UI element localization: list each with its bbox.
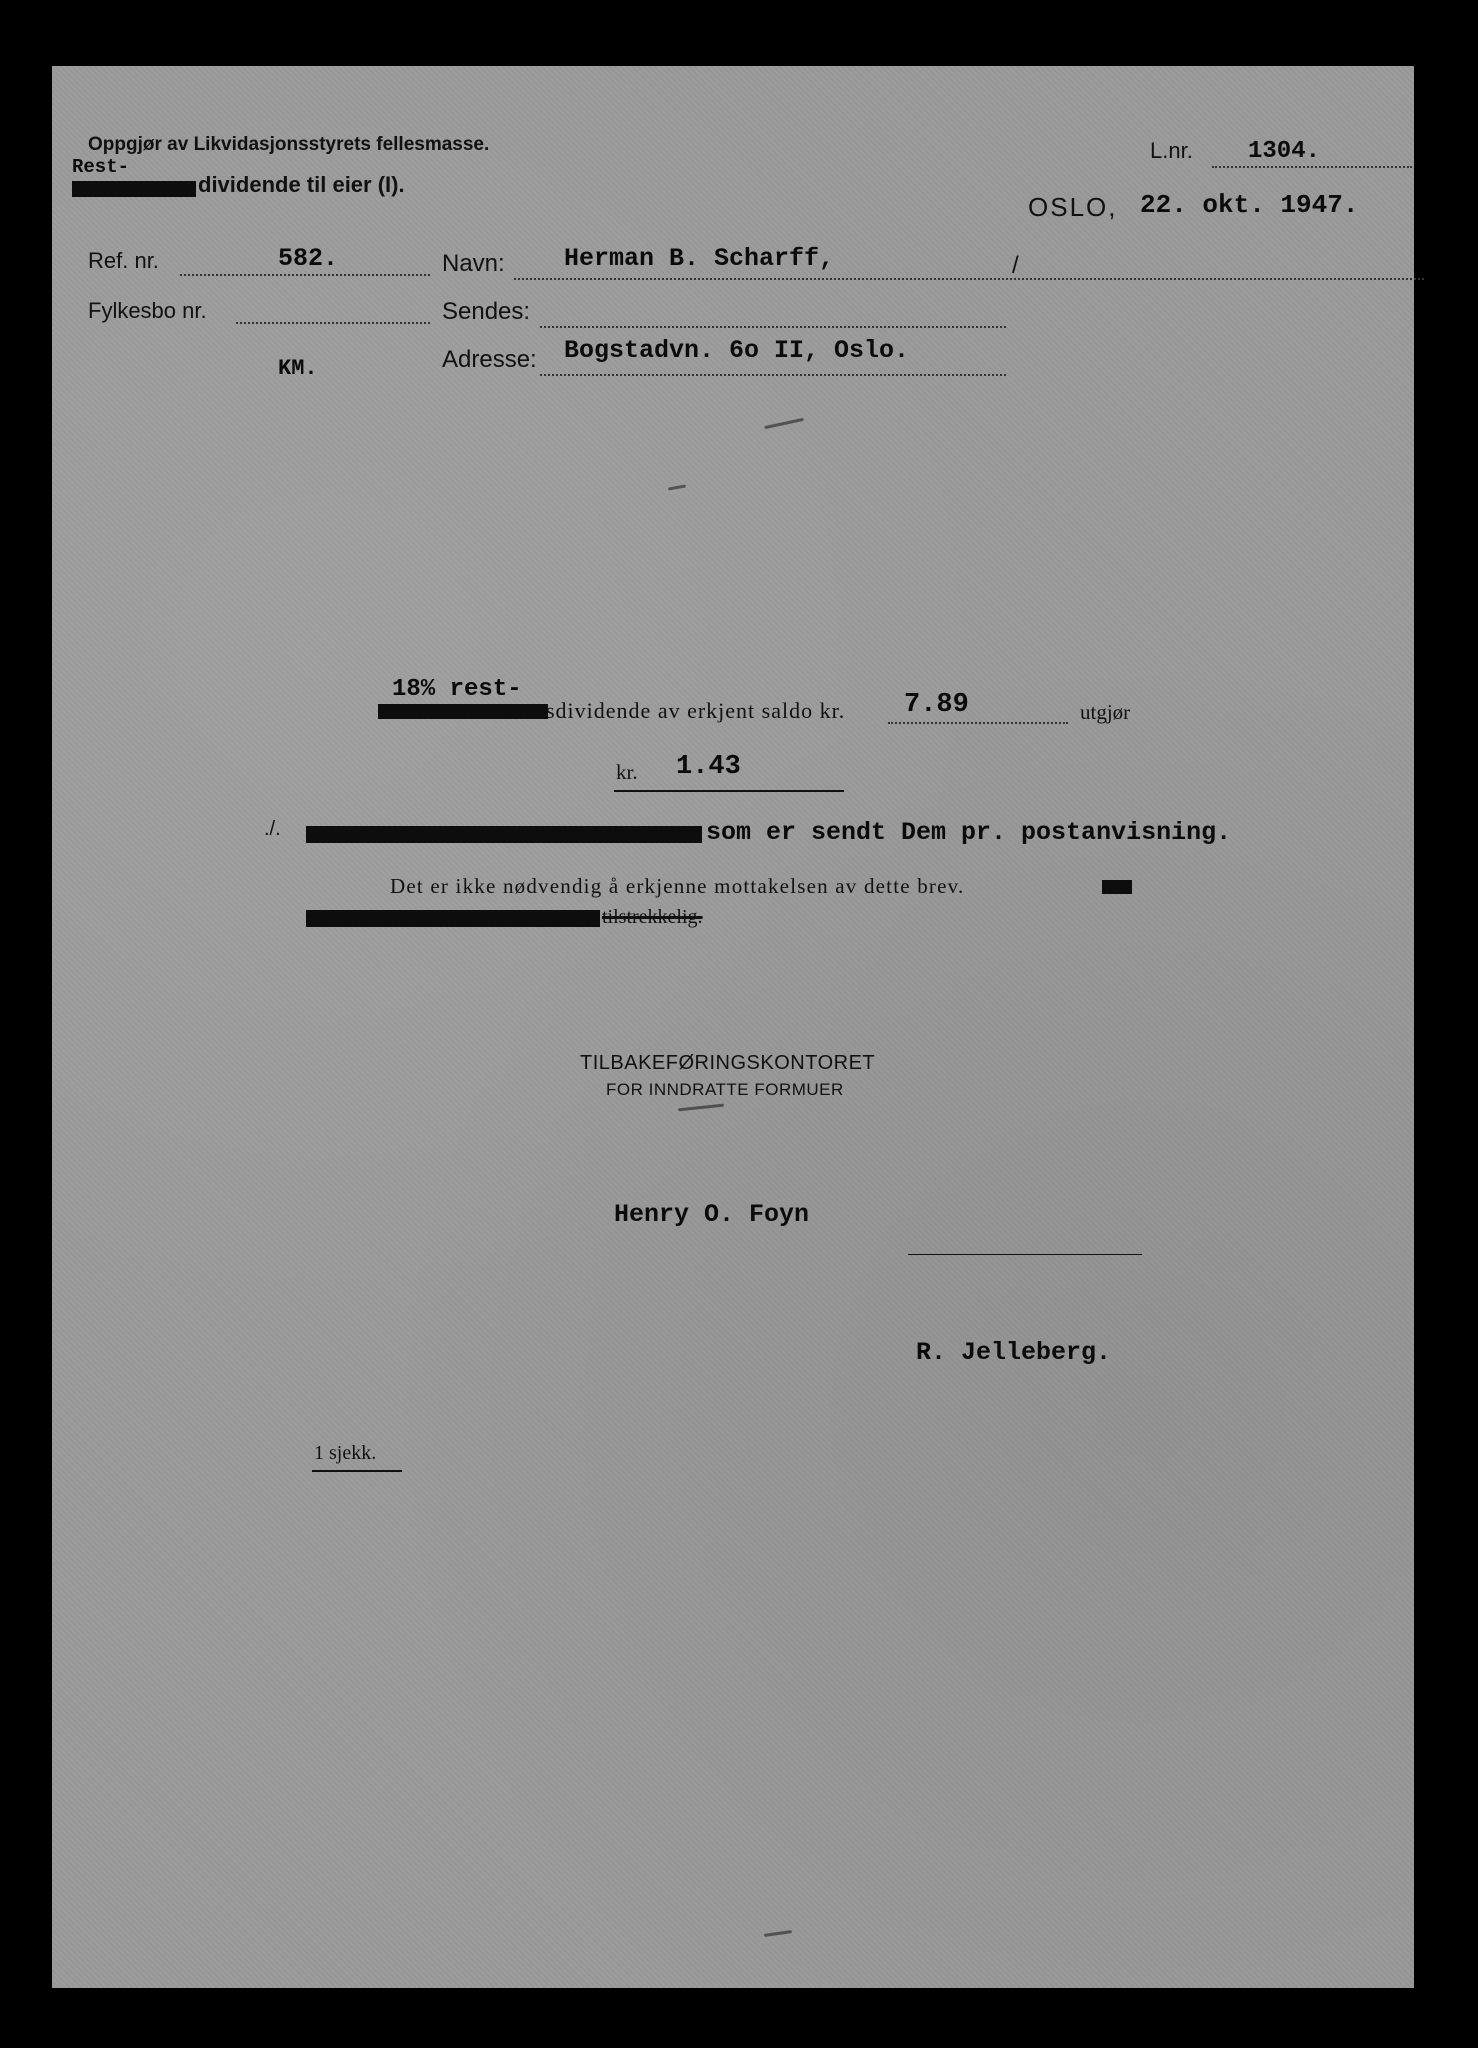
lnr-label: L.nr. [1150,138,1193,163]
struck-word [72,181,196,197]
pen-mark [668,484,686,490]
header-line2: dividende til eier (I). [198,172,405,197]
saldo-value: 7.89 [904,690,969,720]
km-value: KM. [278,356,318,381]
saldo-dotted-line [888,722,1068,724]
struck-line [306,910,600,927]
signature-line [908,1254,1142,1255]
overtyped-rest: Rest- [72,156,130,178]
ref-value: 582. [278,244,339,273]
pen-mark [764,1930,792,1937]
struck-word [1102,880,1132,894]
navn-dotted-line [514,278,1424,280]
enclosure: 1 sjekk. [314,1442,377,1464]
amount-underline [614,790,844,792]
ref-label: Ref. nr. [88,248,159,273]
struck-phrase [306,826,702,843]
pen-mark [678,1104,724,1112]
adresse-value: Bogstadvn. 6o II, Oslo. [564,336,910,365]
office-line2: FOR INNDRATTE FORMUER [606,1080,844,1099]
office-line1: TILBAKEFØRINGSKONTORET [580,1052,876,1074]
dividend-text: sdividende av erkjent saldo kr. [546,698,846,723]
header-line1: Oppgjør av Likvidasjonsstyrets fellesmasse. [88,134,490,155]
navn-value: Herman B. Scharff, [564,244,835,273]
adresse-label: Adresse: [442,346,537,373]
kr-label: kr. [616,760,638,784]
lnr-value: 1304. [1248,138,1321,165]
struck-tail-text: tilstrekkelig. [602,906,703,928]
document-page [52,66,1414,1988]
fylkesbo-dotted-line [236,322,430,324]
sent-text: som er sendt Dem pr. postanvisning. [706,818,1232,847]
ref-dotted-line [180,274,430,276]
signer2: R. Jelleberg. [916,1338,1112,1367]
fylkesbo-label: Fylkesbo nr. [88,298,207,323]
amount-value: 1.43 [676,752,741,782]
city-label: OSLO, [1028,192,1118,222]
mark-symbol: ./. [264,818,281,840]
navn-label: Navn: [442,250,505,277]
signer1: Henry O. Foyn [614,1200,810,1229]
adresse-dotted-line [540,374,1006,376]
utgjor-text: utgjør [1080,700,1131,724]
struck-word [378,704,548,719]
date-value: 22. okt. 1947. [1140,190,1359,220]
sendes-label: Sendes: [442,298,531,325]
enclosure-underline [312,1470,402,1472]
lnr-dotted-line [1212,166,1412,168]
sendes-dotted-line [540,326,1006,328]
navn-slash: / [1012,252,1019,279]
pen-mark [764,418,804,429]
ack-text: Det er ikke nødvendig å erkjenne mottakelsen av dette brev. [390,874,965,898]
overtyped-percent: 18% rest- [392,676,522,703]
